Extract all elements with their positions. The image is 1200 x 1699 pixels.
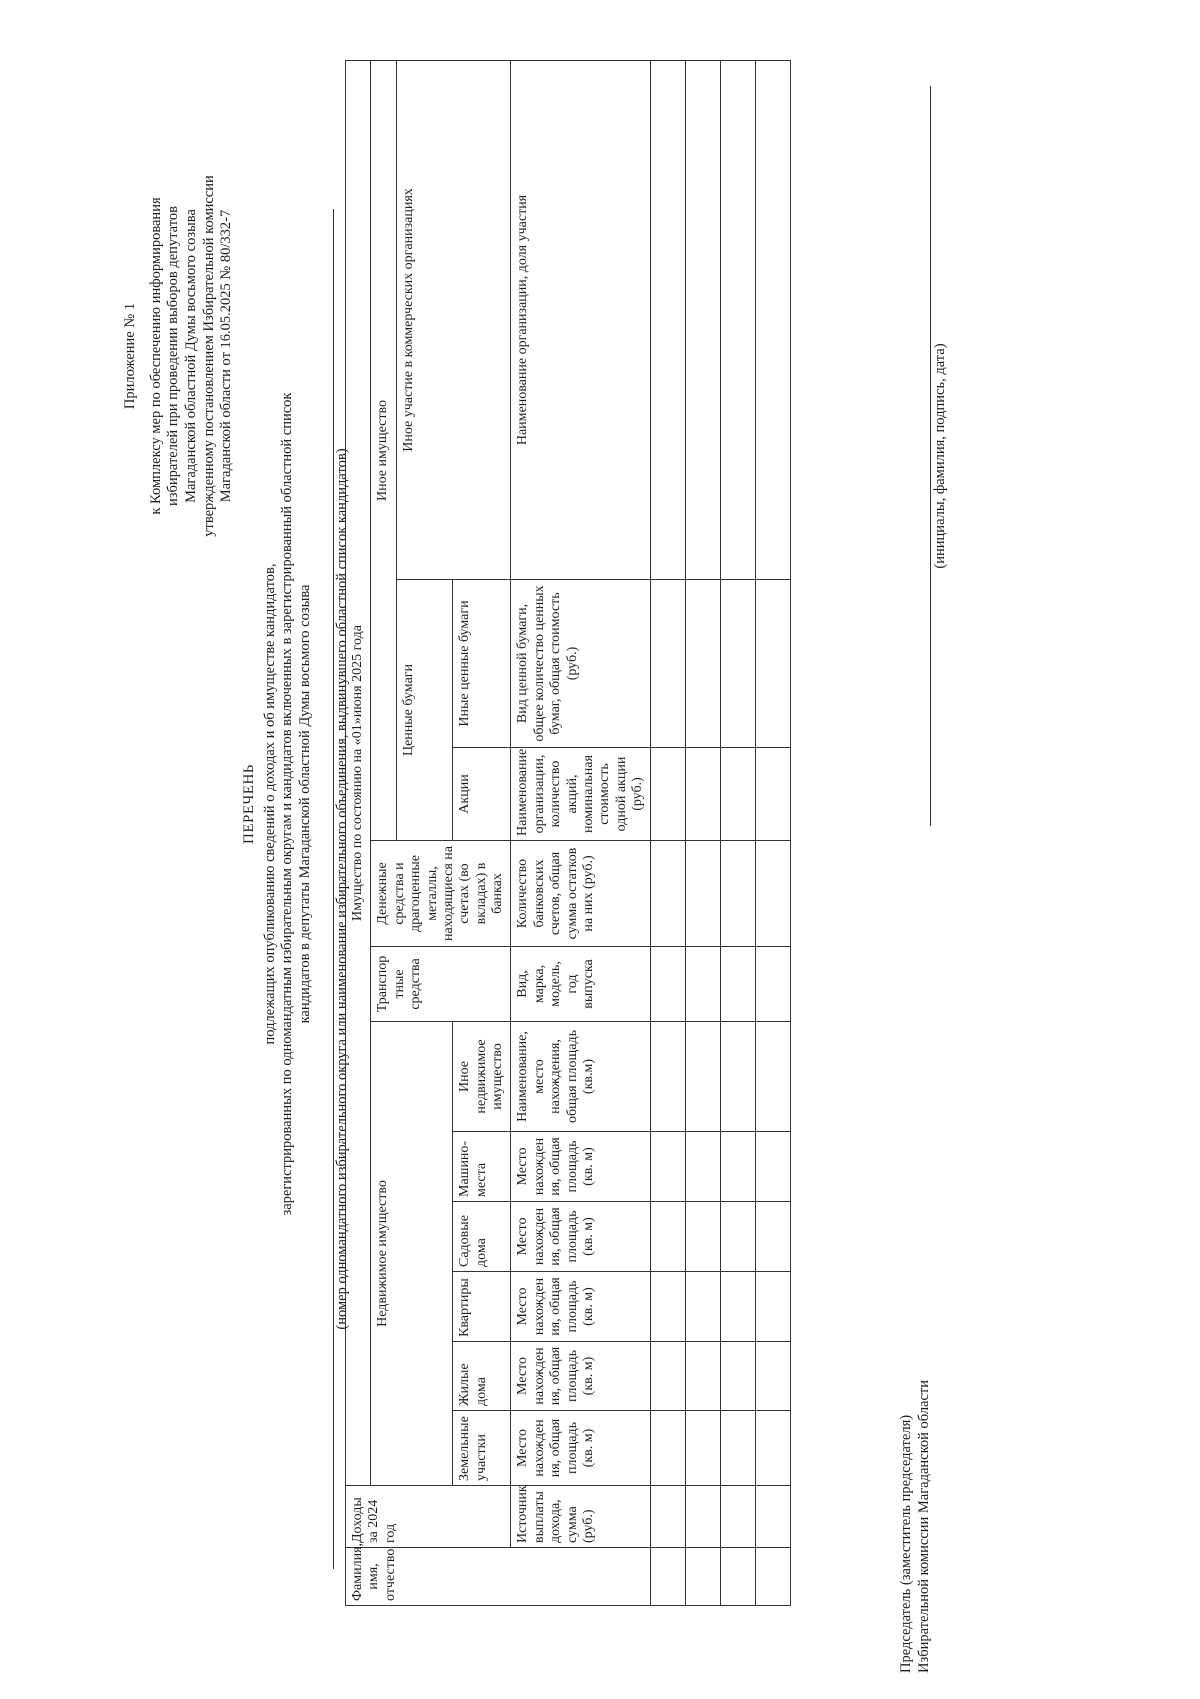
district-caption: (номер одномандатного избирательного округа или наименование избирательного объединения, выдвинувшего областной список кандидатов) <box>334 448 350 1330</box>
table-cell <box>756 1548 791 1606</box>
appendix-line: Магаданской области от 16.05.2025 № 80/332-7 <box>218 209 235 503</box>
table-cell <box>756 841 791 947</box>
table-cell <box>651 580 686 748</box>
table-cell <box>721 1132 756 1202</box>
table-cell <box>756 1411 791 1486</box>
table-cell <box>686 61 721 580</box>
appendix-line: утвержденному постановлением Избирательной комиссии <box>200 175 217 537</box>
header-houses: Жилые дома <box>453 1342 511 1411</box>
header-parking: Машино-места <box>453 1132 511 1202</box>
appendix-line: к Комплексу мер по обеспечению информирования <box>147 197 164 515</box>
header-income: Доходы за 2024 год <box>346 1486 511 1548</box>
chair-line: Избирательной комиссии Магаданской области <box>915 1379 932 1673</box>
detail-money: Количество банковских счетов, общая сумма остатков на них (руб.) <box>511 841 651 947</box>
table-cell <box>756 1132 791 1202</box>
table-cell <box>721 1342 756 1411</box>
table-cell <box>721 1486 756 1548</box>
detail-houses: Место нахожден ия, общая площадь (кв. м) <box>511 1342 651 1411</box>
table-cell <box>651 841 686 947</box>
chair-block <box>898 973 933 1673</box>
property-table <box>345 60 791 1606</box>
appendix-line: избирателей при проведении выборов депутатов <box>165 206 182 506</box>
table-row <box>756 61 791 1606</box>
table-cell <box>651 1132 686 1202</box>
appendix-block <box>122 56 236 656</box>
table-cell <box>721 580 756 748</box>
table-cell <box>756 1486 791 1548</box>
table-cell <box>651 1548 686 1606</box>
table-cell <box>721 748 756 841</box>
table-cell <box>756 1022 791 1132</box>
chair-line: Председатель (заместитель председателя) <box>898 1414 914 1673</box>
table-cell <box>756 1342 791 1411</box>
table-row <box>686 61 721 1606</box>
table-cell <box>686 1411 721 1486</box>
detail-apartments: Место нахожден ия, общая площадь (кв. м) <box>511 1272 651 1342</box>
signature-line <box>930 86 931 826</box>
table-cell <box>721 61 756 580</box>
table-cell <box>651 947 686 1022</box>
heading-line: зарегистрированных по одномандатным избирательным округам и кандидатов включенных в зарегистрированный областной список <box>279 392 296 1216</box>
appendix-line: Магаданской областной Думы восьмого созыва <box>183 209 200 503</box>
detail-land: Место нахожден ия, общая площадь (кв. м) <box>511 1411 651 1486</box>
detail-other-real: Наименование, место нахождения, общая площадь (кв.м) <box>511 1022 651 1132</box>
detail-transport: Вид, марка, модель, год выпуска <box>511 947 651 1022</box>
header-real-estate: Недвижимое имущество <box>371 1022 453 1486</box>
header-property: Имущество по состоянию на «01»июня 2025 года <box>346 61 371 1486</box>
table-cell <box>721 1202 756 1272</box>
table-cell <box>721 1548 756 1606</box>
heading-line: кандидатов в депутаты Магаданской областной Думы восьмого созыва <box>296 584 313 1024</box>
table-cell <box>686 841 721 947</box>
table-cell <box>756 1202 791 1272</box>
header-land: Земельные участки <box>453 1411 511 1486</box>
table-cell <box>721 1411 756 1486</box>
header-other-securities: Иные ценные бумаги <box>453 580 511 748</box>
table-cell <box>651 1486 686 1548</box>
table-cell <box>756 61 791 580</box>
table-cell <box>651 748 686 841</box>
table-cell <box>686 1022 721 1132</box>
heading-title: ПЕРЕЧЕНЬ <box>241 764 257 844</box>
header-money: Денежные средства и драгоценные металлы, находящиеся на счетах (во вкладах) в банках <box>371 841 511 947</box>
table-cell <box>721 1272 756 1342</box>
table-cell <box>651 1202 686 1272</box>
signature-caption: (инициалы, фамилия, подпись, дата) <box>932 343 948 569</box>
table-row <box>721 61 756 1606</box>
table-cell <box>686 1548 721 1606</box>
table-cell <box>686 1486 721 1548</box>
detail-other-securities: Вид ценной бумаги, общее количество ценных бумаг, общая стоимость (руб.) <box>511 580 651 748</box>
header-shares: Акции <box>453 748 511 841</box>
document-heading <box>240 139 314 1469</box>
table-row <box>651 61 686 1606</box>
table-cell <box>686 1202 721 1272</box>
table-cell <box>686 1272 721 1342</box>
table-cell <box>756 580 791 748</box>
header-other-property: Иное имущество <box>371 61 396 841</box>
empty-rows <box>651 61 791 1606</box>
detail-income: Источник выплаты дохода, сумма (руб.) <box>511 1486 651 1548</box>
heading-line: подлежащих опубликованию сведений о доходах и об имуществе кандидатов, <box>262 563 278 1045</box>
header-garden: Садовые дома <box>453 1202 511 1272</box>
table-cell <box>756 748 791 841</box>
table-cell <box>686 1132 721 1202</box>
detail-shares: Наименование организации, количество акций, номинальная стоимость одной акции (руб.) <box>511 748 651 841</box>
table-cell <box>651 1342 686 1411</box>
table-cell <box>686 947 721 1022</box>
table-cell <box>756 1272 791 1342</box>
header-transport: Транспор тные средства <box>371 947 511 1022</box>
header-securities: Ценные бумаги <box>396 580 453 841</box>
detail-parking: Место нахожден ия, общая площадь (кв. м) <box>511 1132 651 1202</box>
table-cell <box>686 748 721 841</box>
table-cell <box>721 947 756 1022</box>
detail-participation: Наименование организации, доля участия <box>511 61 651 580</box>
header-apartments: Квартиры <box>453 1272 511 1342</box>
table-cell <box>721 1022 756 1132</box>
table-cell <box>651 1022 686 1132</box>
table-cell <box>651 1272 686 1342</box>
appendix-title: Приложение № 1 <box>122 302 138 410</box>
detail-garden: Место нахожден ия, общая площадь (кв. м) <box>511 1202 651 1272</box>
table-cell <box>756 947 791 1022</box>
table-cell <box>651 1411 686 1486</box>
table-cell <box>686 580 721 748</box>
header-other-real: Иное недвижимое имущество <box>453 1022 511 1132</box>
header-name: Фамилия, имя, отчество <box>346 1548 651 1606</box>
header-other-participation: Иное участие в коммерческих организациях <box>396 61 511 580</box>
table-cell <box>686 1342 721 1411</box>
table-cell <box>721 841 756 947</box>
table-cell <box>651 61 686 580</box>
